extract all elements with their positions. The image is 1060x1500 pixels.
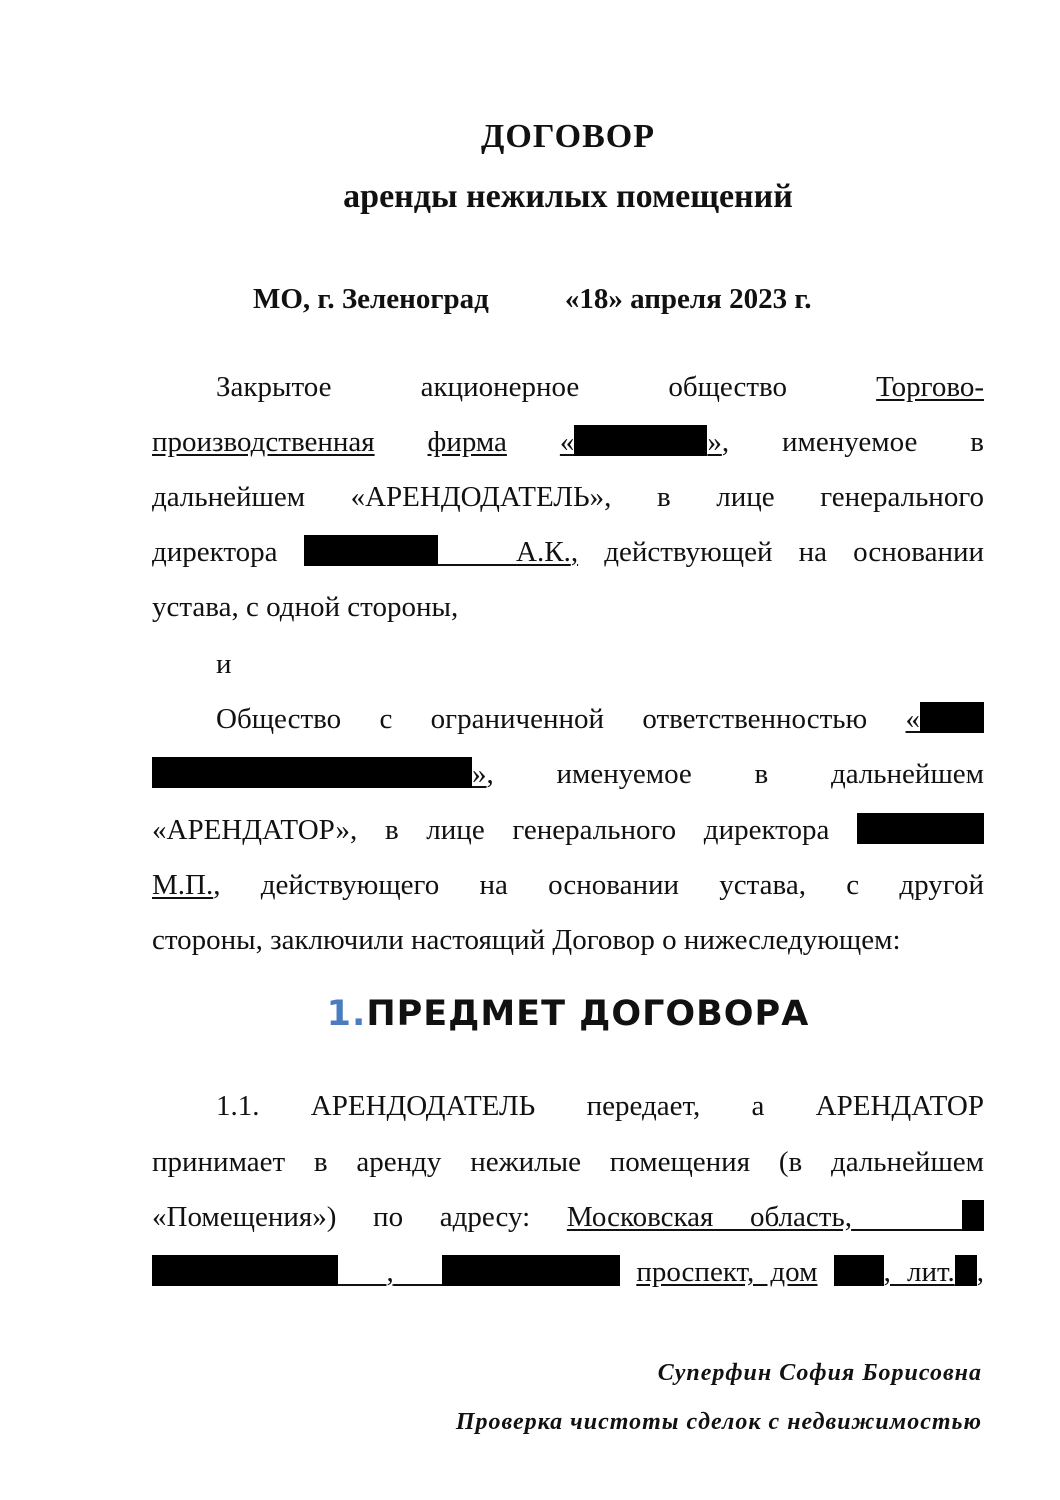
redaction-box <box>955 1255 977 1286</box>
paragraph2-line3 <box>152 813 984 847</box>
paragraph2-line5: стороны, заключили настоящий Договор о нижеследующем: <box>152 924 901 956</box>
text: дальнейшем <box>830 758 984 790</box>
text: , <box>213 869 221 901</box>
address-building: , лит. <box>834 1256 977 1288</box>
text: , <box>976 1256 985 1288</box>
director-initials: М.П. <box>152 869 214 901</box>
clause-1-1-line4 <box>152 1255 984 1289</box>
quote-open: « <box>906 703 985 735</box>
paragraph1-line3: дальнейшем «АРЕНДОДАТЕЛЬ», в лице генерального <box>152 481 984 513</box>
address-city: , <box>152 1256 620 1288</box>
text: адресу: <box>439 1201 531 1233</box>
text: акционерное <box>420 371 580 403</box>
clause-1-1-line2: принимает в аренду нежилые помещения (в дальнейшем <box>152 1146 984 1178</box>
text: Общество с ограниченной ответственностью <box>216 703 868 735</box>
text: по <box>373 1201 404 1233</box>
document-title: ДОГОВОР <box>481 118 655 155</box>
text: в <box>970 426 984 458</box>
conjunction: и <box>216 648 232 680</box>
place-date-line <box>253 283 812 316</box>
place: МО, г. Зеленоград <box>253 283 489 315</box>
redaction-box <box>442 1255 620 1286</box>
tenant-name: » <box>152 758 487 790</box>
text: действующей на основании <box>604 536 985 568</box>
footer-author: Суперфин София Борисовна <box>657 1360 982 1386</box>
paragraph2-line2 <box>152 757 984 791</box>
section-number: 1. <box>326 994 367 1034</box>
text: , <box>486 758 494 790</box>
text: в <box>754 758 769 790</box>
paragraph2-line1 <box>152 702 984 736</box>
text: , <box>570 536 579 568</box>
address-street: проспект, дом <box>636 1256 818 1288</box>
paragraph1-line2 <box>152 425 984 459</box>
paragraph1-line5: устава, с одной стороны, <box>152 591 459 623</box>
redaction-box <box>920 702 984 733</box>
quote-open: « » <box>559 426 722 458</box>
section-title: ПРЕДМЕТ ДОГОВОРА <box>366 994 810 1034</box>
company-name-start: Торгово- <box>876 371 984 403</box>
redaction-box <box>574 425 707 456</box>
paragraph2-line4 <box>152 868 984 902</box>
footer-tagline: Проверка чистоты сделок с недвижимостью <box>455 1409 982 1435</box>
text: «Помещения») <box>152 1201 337 1233</box>
redaction-box <box>857 813 984 844</box>
text: фирма <box>427 426 507 458</box>
text: именуемое <box>782 426 918 458</box>
text: директора <box>152 536 278 568</box>
redaction-box <box>834 1255 884 1286</box>
company-name-cont: производственная <box>152 426 375 458</box>
redaction-box <box>962 1200 984 1231</box>
paragraph1-line4 <box>152 535 984 569</box>
redaction-box <box>152 1255 338 1286</box>
section-heading <box>0 994 1060 1034</box>
director-name: А.К. <box>304 536 571 568</box>
text: Закрытое <box>216 371 332 403</box>
text: именуемое <box>556 758 692 790</box>
clause-1-1-line1: 1.1. АРЕНДОДАТЕЛЬ передает, а АРЕНДАТОР <box>216 1090 984 1122</box>
paragraph1-line1 <box>152 370 984 404</box>
document-subtitle: аренды нежилых помещений <box>343 178 793 215</box>
clause-1-1-line3 <box>152 1200 984 1234</box>
contract-date: «18» апреля 2023 г. <box>564 283 812 315</box>
redaction-box <box>304 535 438 566</box>
text: действующего на основании устава, с другой <box>260 869 984 901</box>
address-region: Московская область, <box>567 1201 984 1233</box>
text: «АРЕНДАТОР», в лице генерального директора <box>152 814 830 846</box>
text: , <box>721 426 730 458</box>
text: общество <box>668 371 788 403</box>
redaction-box <box>152 757 472 788</box>
